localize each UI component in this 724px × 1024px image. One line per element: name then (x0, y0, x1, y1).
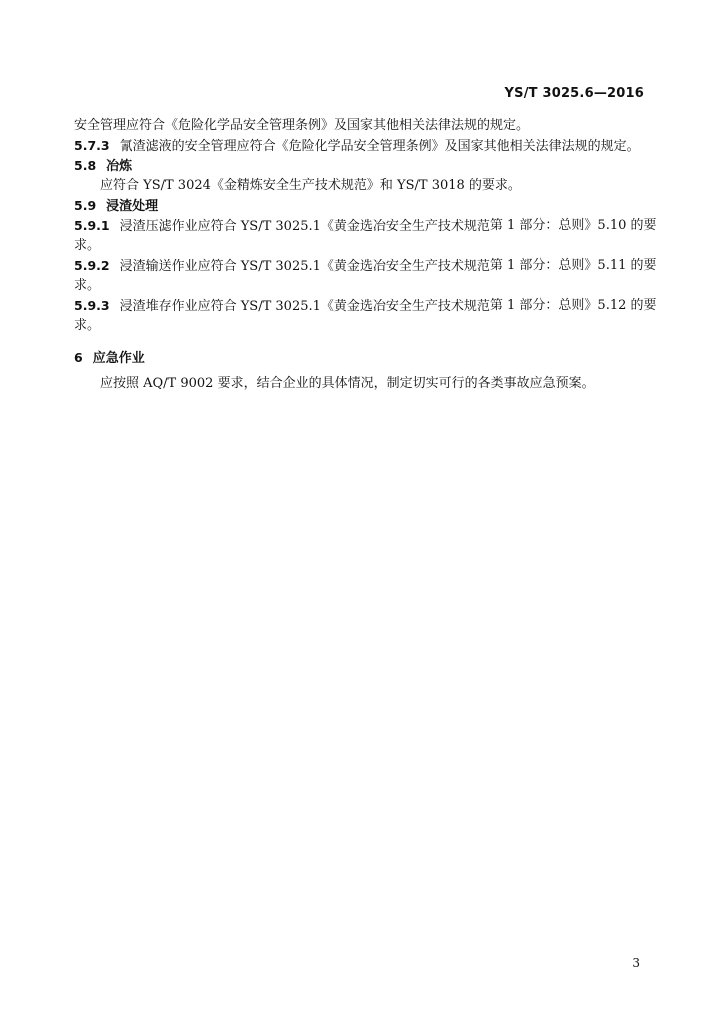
standard-code-header: YS/T 3025.6—2016 (504, 86, 644, 101)
section-title: 应急作业 (92, 351, 145, 366)
section-5-8-body: 应符合 YS/T 3024《金精炼安全生产技术规范》和 YS/T 3018 的要求。 (100, 178, 521, 193)
clause-text-tail: 第 1 部分：总则》5.12 的要 (489, 298, 657, 313)
clause-number: 5.7.3 (74, 138, 110, 153)
section-title: 冶炼 (106, 159, 133, 174)
clause-text-tail: 第 1 部分：总则》5.10 的要 (489, 218, 657, 233)
clause-text: 浸渣压滤作业应符合 YS/T 3025.1《黄金选冶安全生产技术规范 (119, 219, 490, 234)
clause-number: 5.9.3 (74, 298, 110, 313)
clause-lead (74, 256, 490, 276)
clause-text-tail: 第 1 部分：总则》5.11 的要 (489, 258, 657, 273)
clause-text: 氰渣滤液的安全管理应符合《危险化学品安全管理条例》及国家其他相关法律法规的规定。 (119, 139, 640, 154)
document-body (74, 116, 657, 394)
clause-number: 5.9.2 (74, 258, 110, 273)
section-6-body: 应按照 AQ/T 9002 要求，结合企业的具体情况，制定切实可行的各类事故应急预案。 (100, 376, 595, 391)
clause-5-7-3 (74, 136, 650, 156)
clause-lead (74, 216, 490, 236)
section-heading-6 (74, 348, 650, 368)
section-heading-5-8 (74, 156, 650, 176)
section-number: 5.9 (74, 198, 97, 213)
clause-text: 浸渣输送作业应符合 YS/T 3025.1《黄金选冶安全生产技术规范 (119, 259, 490, 274)
section-title: 浸渣处理 (106, 199, 159, 214)
page-number: 3 (632, 956, 640, 970)
section-number: 5.8 (74, 158, 97, 173)
clause-lead (74, 296, 490, 316)
clause-5-9-3-line-2: 求。 (74, 318, 101, 333)
section-heading-5-9 (74, 196, 650, 216)
clause-text: 浸渣堆存作业应符合 YS/T 3025.1《黄金选冶安全生产技术规范 (119, 299, 490, 314)
paragraph-continuation: 安全管理应符合《危险化学品安全管理条例》及国家其他相关法律法规的规定。 (74, 118, 530, 133)
clause-5-9-1-line-1 (74, 216, 657, 236)
clause-5-9-3-line-1 (74, 296, 657, 316)
section-number: 6 (74, 350, 83, 365)
clause-5-9-2-line-2: 求。 (74, 278, 101, 293)
clause-5-9-2-line-1 (74, 256, 657, 276)
clause-number: 5.9.1 (74, 218, 110, 233)
clause-5-9-1-line-2: 求。 (74, 238, 101, 253)
